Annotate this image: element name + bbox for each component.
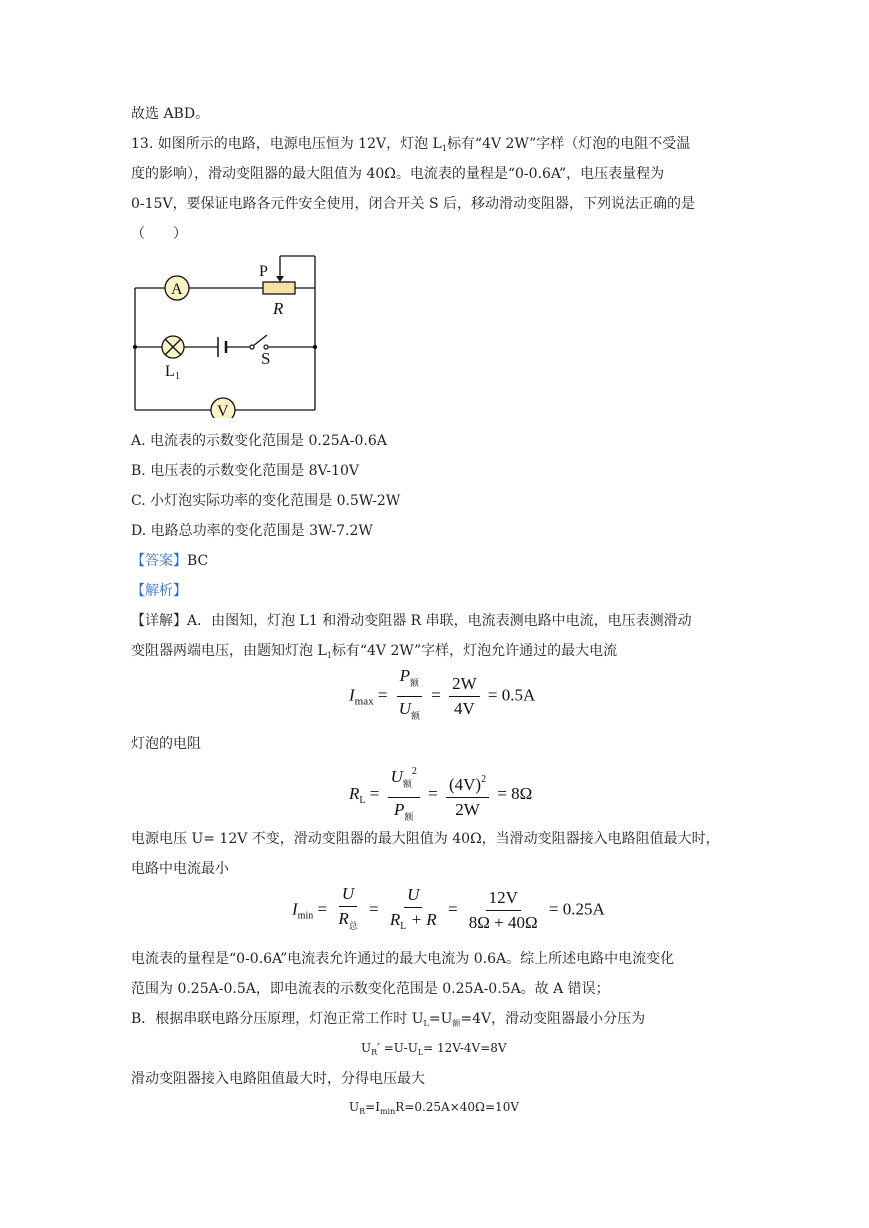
eq-superscript: 2	[411, 766, 417, 777]
voltmeter-label: V	[217, 403, 229, 418]
detail-text: 电源电压 U= 12V 不变，滑动变阻器的最大阻值为 40Ω，当滑动变阻器接入电路阻值最大时，	[131, 831, 720, 847]
option-text: D. 电路总功率的变化范围是 3W-7.2W	[131, 523, 373, 539]
eq-subscript: max	[354, 695, 374, 708]
detail-line-4	[131, 829, 720, 849]
fraction	[396, 666, 423, 727]
detail-text: 电流表的量程是“0-0.6A”电流表允许通过的最大电流为 0.6A。综上所述电路中电流变化	[131, 951, 675, 967]
subscript: 额	[452, 1019, 461, 1028]
ammeter-label: A	[171, 281, 183, 298]
resistor	[263, 282, 295, 294]
question-line-2	[131, 164, 664, 184]
junction-dot	[133, 345, 137, 349]
eq-text: =I	[365, 1100, 380, 1114]
eq-subscript: R	[359, 1107, 366, 1116]
eq-equals: =	[428, 783, 438, 803]
eq-equals: =	[368, 899, 379, 919]
equation-ur-min	[361, 1041, 507, 1057]
eq-result: = 0.5A	[487, 685, 536, 705]
eq-value: 2W	[449, 674, 480, 697]
junction-dot	[313, 345, 317, 349]
text-line	[131, 104, 209, 124]
bracket: 】	[173, 553, 187, 569]
fraction	[387, 885, 440, 937]
detail-line-6	[131, 949, 674, 969]
eq-symbol: I	[292, 899, 298, 919]
detail-text: 变阻器两端电压，由题知灯泡 L	[131, 643, 327, 659]
option-text: C. 小灯泡实际功率的变化范围是 0.5W-2W	[131, 493, 401, 509]
detail-text: =4V，滑动变阻器最小分压为	[460, 1011, 646, 1027]
lamp-subscript: 1	[175, 371, 180, 382]
option-c	[131, 491, 400, 511]
eq-equals: =	[447, 899, 458, 919]
detail-text: 滑动变阻器接入电路阻值最大时，分得电压最大	[131, 1071, 425, 1087]
eq-symbol: P	[394, 800, 405, 819]
battery	[218, 337, 226, 357]
eq-subscript: 额	[410, 679, 420, 689]
eq-symbol: I	[349, 685, 355, 705]
fraction	[449, 674, 480, 719]
detail-line-2	[131, 641, 617, 666]
detail-text: A．由图知，灯泡 L1 和滑动变阻器 R 串联，电流表测电路中电流，电压表测滑动	[187, 613, 692, 629]
eq-subscript: L	[359, 794, 366, 806]
eq-equals: =	[431, 685, 441, 705]
question-text: 标有“4V 2W”字样（灯泡的电阻不受温	[446, 136, 691, 152]
option-d	[131, 521, 373, 541]
eq-subscript: 总	[348, 922, 358, 932]
fraction	[466, 888, 541, 933]
eq-symbol: U	[390, 767, 403, 786]
question-line-3	[131, 194, 695, 214]
answer-value: BC	[187, 553, 209, 569]
detail-line-3	[131, 734, 201, 754]
eq-value: 2W	[455, 800, 480, 819]
eq-text: R=0.25A×40Ω=10V	[395, 1100, 519, 1114]
question-line-1	[131, 134, 690, 159]
eq-subscript: 额	[402, 780, 412, 790]
detail-text: 标有“4V 2W”字样，灯泡允许通过的最大电流	[331, 643, 618, 659]
switch-label: S	[261, 349, 271, 368]
voltmeter	[211, 398, 235, 418]
detail-text: 电路中电流最小	[131, 861, 229, 877]
lamp-label: L	[165, 363, 175, 380]
eq-subscript: L	[400, 920, 407, 932]
subscript: 1	[326, 651, 332, 660]
equation-imax	[349, 666, 535, 727]
answer-blank: （ ）	[131, 226, 187, 242]
eq-subscript: min	[297, 910, 314, 922]
eq-subscript: 额	[404, 813, 414, 823]
eq-subscript: L	[417, 1048, 424, 1057]
fraction	[446, 770, 489, 820]
equation-rl	[349, 762, 532, 828]
detail-label: 【详解】	[131, 613, 187, 629]
eq-symbol: P	[399, 666, 411, 685]
lamp	[162, 336, 184, 358]
eq-value: 4V	[453, 699, 475, 718]
eq-subscript: R	[371, 1048, 378, 1057]
detail-line-7	[131, 979, 610, 999]
detail-line-1	[131, 611, 692, 631]
eq-equals: =	[377, 685, 388, 705]
slider-label: P	[259, 263, 268, 280]
eq-symbol: R	[338, 909, 349, 928]
detail-line-8	[131, 1009, 645, 1034]
switch	[250, 335, 268, 349]
detail-text: 灯泡的电阻	[131, 736, 201, 752]
resistor-label: R	[273, 299, 284, 318]
eq-symbol: + R	[410, 909, 437, 929]
eq-text: ′ =U-U	[377, 1041, 418, 1055]
detail-text: B．根据串联电路分压原理，灯泡正常工作时 U	[131, 1011, 424, 1027]
option-text: A. 电流表的示数变化范围是 0.25A-0.6A	[131, 433, 387, 449]
detail-text: 范围为 0.25A-0.5A，即电流表的示数变化范围是 0.25A-0.5A。故 A 错误；	[131, 981, 610, 997]
eq-symbol: R	[389, 909, 401, 929]
option-a	[131, 431, 387, 451]
eq-equals: =	[369, 783, 380, 803]
equation-imin	[292, 884, 605, 937]
eq-result: = 0.25A	[548, 899, 605, 919]
fraction	[388, 762, 420, 828]
eq-result: = 8Ω	[497, 783, 533, 803]
option-text: B. 电压表的示数变化范围是 8V-10V	[131, 463, 360, 479]
eq-symbol: U	[398, 699, 411, 718]
eq-equals: =	[317, 899, 328, 919]
eq-symbol: U	[404, 885, 422, 908]
eq-symbol: R	[349, 783, 360, 803]
eq-subscript: min	[379, 1107, 396, 1116]
option-b	[131, 461, 359, 481]
conclusion-text: 故选 ABD。	[131, 106, 210, 122]
bracket: 【	[131, 553, 145, 569]
question-text: 0-15V，要保证电路各元件安全使用，闭合开关 S 后，移动滑动变阻器，下列说法正确的是	[131, 196, 696, 212]
detail-text: =U	[428, 1011, 453, 1027]
eq-value: 12V	[486, 888, 521, 911]
eq-value: 8Ω + 40Ω	[468, 913, 538, 932]
eq-symbol: U	[339, 884, 357, 907]
answer-label: 答案	[145, 553, 173, 569]
question-text: 度的影响），滑动变阻器的最大阻值为 40Ω。电流表的量程是“0-0.6A”，电压表量程为	[131, 166, 665, 182]
eq-value: (4V)	[448, 775, 482, 794]
ammeter	[165, 276, 189, 300]
analysis-label: 【解析】	[131, 583, 187, 599]
eq-symbol: U	[361, 1041, 372, 1055]
eq-subscript: 额	[411, 712, 421, 722]
fraction	[335, 884, 360, 937]
eq-symbol: U	[349, 1100, 360, 1114]
detail-line-9	[131, 1069, 425, 1089]
eq-text: = 12V-4V=8V	[423, 1041, 507, 1055]
detail-line-5	[131, 859, 229, 879]
analysis-line	[131, 581, 187, 601]
circuit-diagram	[125, 248, 330, 418]
question-line-4	[131, 224, 187, 244]
answer-line	[131, 551, 208, 571]
equation-ur-max	[349, 1100, 519, 1116]
question-text: 13. 如图所示的电路，电源电压恒为 12V，灯泡 L	[131, 136, 442, 152]
subscript: 1	[441, 144, 447, 153]
subscript: L	[423, 1019, 429, 1028]
eq-superscript: 2	[481, 774, 487, 785]
